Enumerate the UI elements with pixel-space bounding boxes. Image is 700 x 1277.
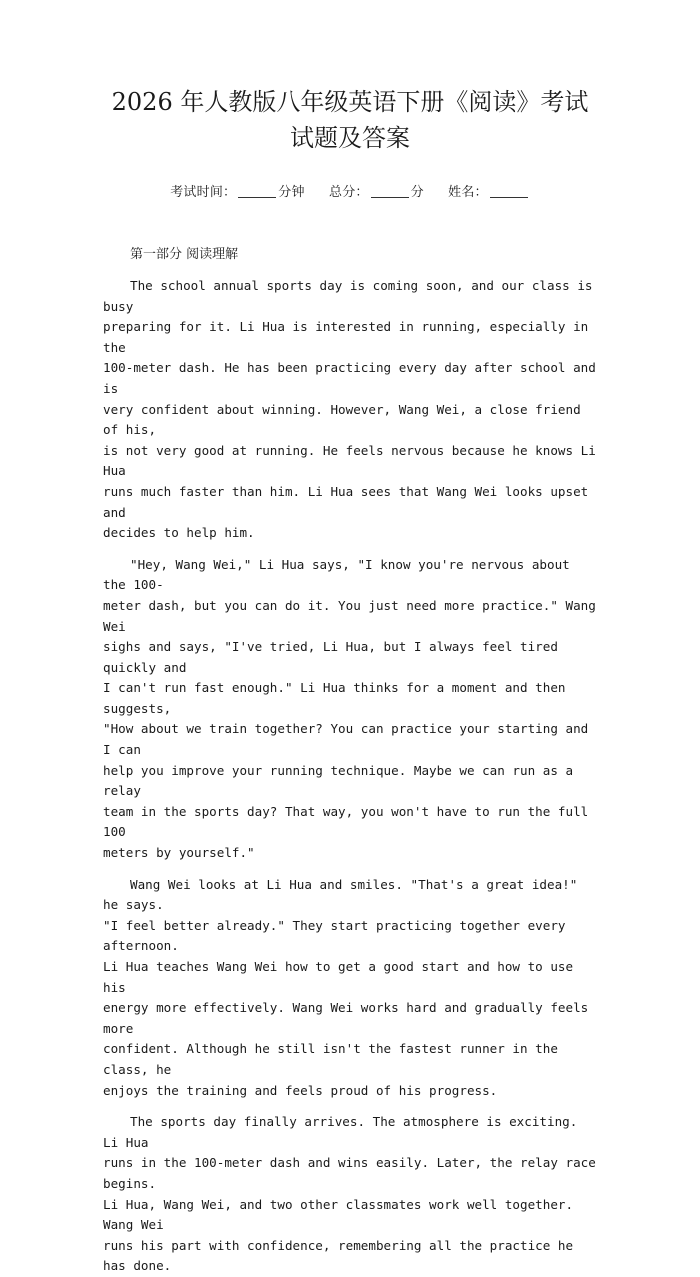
exam-name-label: 姓名： <box>448 185 488 200</box>
passage-paragraph-1: The school annual sports day is coming soon, and our class is busy preparing for it. Li Hua is interested in running, especially in the 100-meter dash. He has been practicing every day after school and is very confident about winning. However, Wang Wei, a close friend of his, is not very good at running. He feels nervous because he knows Li Hua runs much faster than him. Li Hua sees that Wang Wei looks upset and decides to help him. <box>103 278 596 541</box>
exam-title <box>70 84 630 156</box>
reading-passage <box>0 276 700 1277</box>
exam-meta <box>0 184 700 202</box>
exam-name-blank <box>490 185 528 198</box>
exam-title-line2: 试题及答案 <box>290 124 410 152</box>
exam-score-unit: 分 <box>410 185 424 200</box>
exam-time-unit: 分钟 <box>278 185 305 200</box>
exam-score-blank <box>371 185 409 198</box>
exam-score-label: 总分： <box>329 185 369 200</box>
passage-paragraph-2: "Hey, Wang Wei," Li Hua says, "I know you're nervous about the 100- meter dash, but you can do it. You just need more practice." Wang Wei sighs and says, "I've tried, Li Hua, but I always feel tired quickly and I can't run fast enough." Li Hua thinks for a moment and then suggests, "How about we train together? You can practice your starting and I can help you improve your running technique. Maybe we can run as a relay team in the sports day? That way, you won't have to run the full 100 meters by yourself." <box>103 556 596 861</box>
exam-score <box>329 184 424 202</box>
exam-title-line1: 2026 年人教版八年级英语下册《阅读》考试 <box>111 88 589 116</box>
passage-paragraph-4: The sports day finally arrives. The atmosphere is exciting. Li Hua runs in the 100-meter dash and wins easily. Later, the relay race begins. Li Hua, Wang Wei, and two other classmates work well together. Wang Wei runs his part with confidence, remembering all the practice he has done. <box>103 1114 596 1274</box>
section-heading: 第一部分 阅读理解 <box>130 247 239 262</box>
exam-time-blank <box>238 185 276 198</box>
exam-time-label: 考试时间： <box>170 185 237 200</box>
exam-time <box>170 184 304 202</box>
passage-paragraph-3: Wang Wei looks at Li Hua and smiles. "That's a great idea!" he says. "I feel better already." They start practicing together every afternoon. Li Hua teaches Wang Wei how to get a good start and how to use his energy more effectively. Wang Wei works hard and gradually feels more confident. Although he still isn't the fastest runner in the class, he enjoys the training and feels proud of his progress. <box>103 876 589 1098</box>
exam-name <box>448 184 530 202</box>
